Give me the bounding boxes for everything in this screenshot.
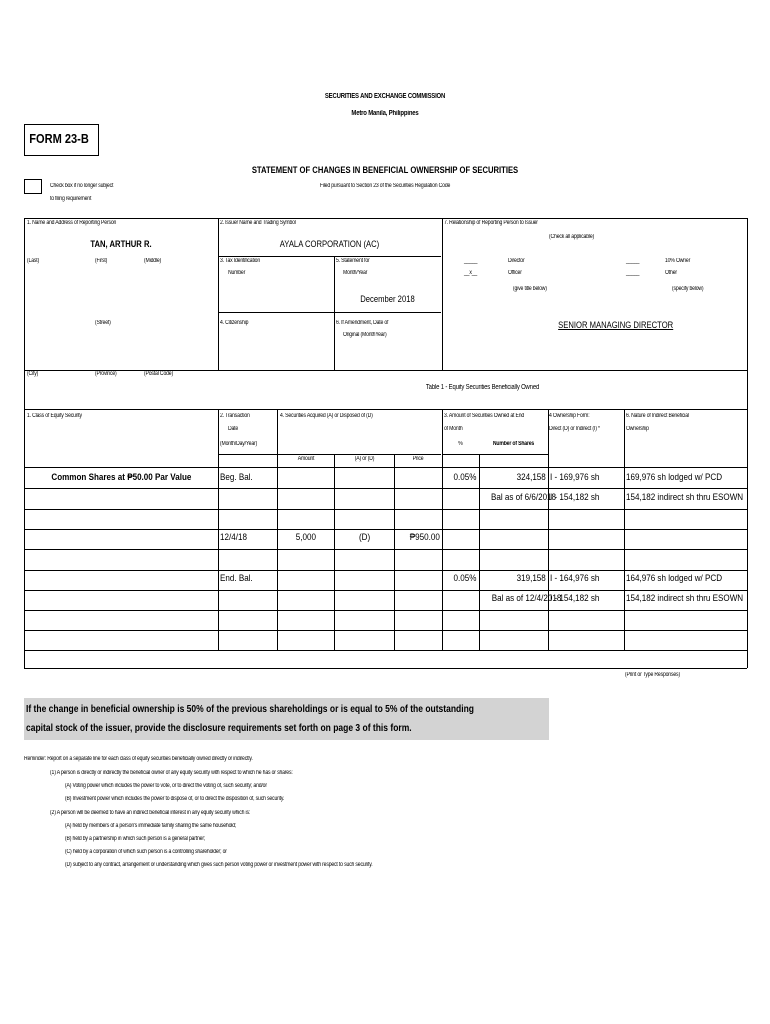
cell-amount-container	[277, 492, 335, 503]
cell-class-container	[24, 613, 218, 624]
owner-label: 10% Owner	[665, 258, 691, 264]
cell-date[interactable]: 12/4/18	[220, 532, 247, 543]
middle-label: (Middle)	[144, 258, 162, 264]
cell-shares-container	[479, 472, 548, 483]
col-date-header-1: 2. Transaction	[220, 413, 250, 419]
cell-ownership-form-container	[550, 633, 624, 644]
cell-date-container	[220, 532, 277, 543]
cell-price-container	[394, 512, 442, 523]
cell-nature-container	[626, 492, 747, 503]
cell-ownership-form-container	[550, 613, 624, 624]
cell-ownership-form-container	[550, 492, 624, 503]
cell-pct-container	[442, 633, 479, 644]
cell-aord-container	[335, 613, 394, 624]
cell-amount-container	[277, 613, 335, 624]
section3-label-2: Number	[228, 270, 246, 276]
issuer-name[interactable]: AYALA CORPORATION (AC)	[279, 239, 380, 249]
filed-pursuant: Filed pursuant to Section 23 of the Securities Regulation Code	[319, 183, 451, 189]
citizenship-label: 4. Citizenship	[220, 320, 249, 326]
cell-nature-container	[626, 593, 747, 604]
cell-amount-container	[277, 633, 335, 644]
cell-aord-container	[335, 633, 394, 644]
officer-mark[interactable]: __x__	[464, 270, 478, 276]
officer-note: (give title below)	[513, 286, 547, 292]
reminder-p1b: (B) Investment power which includes the power to dispose of, or to direct the disposition of, such security.	[65, 796, 285, 802]
reminder-p2d: (D) subject to any contract, arrangement or understanding which gives such person voting power or investment power with respect to such security.	[65, 862, 373, 868]
cell-aord-container	[335, 492, 394, 503]
street-label: (Street)	[95, 320, 111, 326]
col-price-header: Price	[412, 456, 424, 462]
col-nature-header-1: 6. Nature of Indirect Beneficial	[626, 413, 689, 419]
col-class-header: 1. Class of Equity Security	[27, 413, 82, 419]
cell-shares-container	[479, 552, 548, 563]
cell-nature-container	[626, 532, 747, 543]
cell-aord-container	[335, 552, 394, 563]
director-mark[interactable]: _____	[464, 258, 478, 264]
cell-date[interactable]: End. Bal.	[220, 573, 253, 584]
print-note: (Print or Type Responses)	[625, 672, 680, 678]
cell-price[interactable]: ₱950.00	[409, 532, 440, 543]
col-owned-header-2: of Month	[444, 426, 463, 432]
postal-label: (Postal Code)	[144, 371, 173, 377]
cell-shares-container	[479, 633, 548, 644]
cell-ownership-form-container	[550, 593, 624, 604]
cell-ownership-form[interactable]: I - 169,976 sh	[550, 472, 600, 483]
section1-label: 1. Name and Address of Reporting Person	[27, 220, 117, 226]
cell-class-container	[24, 552, 218, 563]
statement-title: STATEMENT OF CHANGES IN BENEFICIAL OWNERSHIP OF SECURITIES	[251, 165, 519, 175]
cell-amount-container	[277, 552, 335, 563]
statement-month-year[interactable]: December 2018	[360, 294, 415, 304]
cell-amount-container	[277, 532, 335, 543]
col-pct-header: %	[458, 441, 463, 447]
cell-pct-container	[442, 472, 479, 483]
section5-label-1: 5. Statement for	[336, 258, 370, 264]
col-owned-header-1: 3. Amount of Securities Owned at End	[444, 413, 525, 419]
cell-pct-container	[442, 573, 479, 584]
cell-ownership-form-container	[550, 532, 624, 543]
cell-shares-container	[479, 613, 548, 624]
cell-class-container	[24, 492, 218, 503]
col-nature-header-2: Ownership	[626, 426, 649, 432]
cell-ownership-form-container	[550, 512, 624, 523]
cell-date[interactable]: Beg. Bal.	[220, 472, 253, 483]
col-shares-header: Number of Shares	[492, 441, 535, 447]
other-note: (specify below)	[672, 286, 704, 292]
section6-label-1: 6. If Amendment, Date of	[336, 320, 389, 326]
cell-shares[interactable]: Bal as of 12/4/2018	[491, 593, 562, 604]
col-amount-header: Amount	[297, 456, 315, 462]
cell-nature-container	[626, 573, 747, 584]
reminder-p1: (1) A person is directly or indirectly the beneficial owner of any equity security with respect to which he has or shares:	[50, 770, 293, 776]
cell-aord[interactable]: (D)	[358, 532, 371, 543]
cell-class-container	[24, 633, 218, 644]
cell-amount-container	[277, 472, 335, 483]
cell-date-container	[220, 472, 277, 483]
reminder-intro: Reminder: Report on a separate line for each class of equity securities beneficially owned directly or indirectly.	[24, 756, 253, 762]
cell-class-container	[24, 512, 218, 523]
city-label: (City)	[27, 371, 39, 377]
section3-label-1: 3. Tax Identification	[220, 258, 261, 264]
owner-mark[interactable]: _____	[626, 258, 640, 264]
cell-shares-container	[479, 532, 548, 543]
cell-class-container	[24, 573, 218, 584]
reminder-p2c: (C) held by a corporation of which such person is a controlling shareholder; or	[65, 849, 227, 855]
cell-nature-container	[626, 512, 747, 523]
notice-line-2: capital stock of the issuer, provide the disclosure requirements set forth on page 3 of this form.	[26, 722, 412, 734]
form-title: FORM 23-B	[29, 131, 89, 146]
cell-shares[interactable]: 324,158	[516, 472, 546, 483]
col-acquired-header: 4. Securities Acquired (A) or Disposed of (D)	[280, 413, 373, 419]
cell-shares-container	[479, 492, 557, 503]
cell-pct-container	[442, 552, 479, 563]
cell-shares[interactable]: 319,158	[516, 573, 546, 584]
cell-pct[interactable]: 0.05%	[453, 472, 477, 483]
section6-label-2: Original (MonthYear)	[343, 332, 387, 338]
cell-pct-container	[442, 613, 479, 624]
other-label: Other	[665, 270, 677, 276]
cell-date-container	[220, 613, 277, 624]
cell-amount-container	[277, 512, 335, 523]
col-form-header-2: Direct (D) or Indirect (I) *	[549, 426, 600, 432]
section7-label: 7. Relationship of Reporting Person to Issuer	[444, 220, 538, 226]
cell-aord-container	[335, 472, 394, 483]
cell-class-container	[24, 532, 218, 543]
cell-shares-container	[479, 593, 562, 604]
col-date-header-3: (Month/Day/Year)	[220, 441, 258, 447]
col-aord-header: (A) or (D)	[354, 456, 375, 462]
cell-pct[interactable]: 0.05%	[453, 573, 477, 584]
col-date-header-2: Date	[228, 426, 239, 432]
cell-pct-container	[442, 532, 479, 543]
reminder-p2a: (A) held by members of a person's immediate family sharing the same household;	[65, 823, 237, 829]
cell-ownership-form-container	[550, 552, 624, 563]
other-mark[interactable]: _____	[626, 270, 640, 276]
cell-class-container	[24, 472, 218, 483]
cell-class[interactable]: Common Shares at ₱50.00 Par Value	[50, 472, 192, 483]
reminder-p2: (2) A person will be deemed to have an indirect beneficial interest in any equity security which is:	[50, 810, 251, 816]
col-form-header-1: 4 Ownership Form:	[549, 413, 590, 419]
cell-nature[interactable]: 154,182 indirect sh thru ESOWN	[626, 492, 744, 503]
last-label: (Last)	[27, 258, 40, 264]
cell-aord-container	[335, 593, 394, 604]
cell-ownership-form[interactable]: I - 164,976 sh	[550, 573, 600, 584]
officer-title[interactable]: SENIOR MANAGING DIRECTOR	[558, 320, 674, 330]
cell-nature-container	[626, 472, 747, 483]
cell-amount[interactable]: 5,000	[295, 532, 317, 543]
cell-shares[interactable]: Bal as of 6/6/2018	[490, 492, 557, 503]
cell-nature-container	[626, 613, 747, 624]
checkbox-label-2: to filing requirement	[50, 196, 92, 202]
checkbox-label-1: Check box if no longer subject	[50, 183, 114, 189]
cell-date-container	[220, 633, 277, 644]
disclosure-notice	[24, 698, 549, 740]
cell-nature-container	[626, 633, 747, 644]
cell-amount-container	[277, 573, 335, 584]
cell-date-container	[220, 492, 277, 503]
form-title-box	[24, 124, 99, 156]
province-label: (Province)	[95, 371, 117, 377]
cell-pct-container	[442, 492, 479, 503]
cell-aord-container	[335, 573, 394, 584]
agency-location: Metro Manila, Philippines	[351, 110, 419, 117]
cell-pct-container	[442, 512, 479, 523]
table1-title: Table 1 - Equity Securities Beneficially Owned	[425, 384, 540, 391]
cell-nature-container	[626, 552, 747, 563]
reminder-p2b: (B) held by a partnership in which such person is a general partner;	[65, 836, 206, 842]
reminder-p1a: (A) Voting power which includes the power to vote, or to direct the voting of, such security; and/or	[65, 783, 267, 789]
cell-class-container	[24, 593, 218, 604]
cell-pct-container	[442, 593, 479, 604]
cell-price-container	[394, 593, 442, 604]
cell-shares-container	[479, 512, 548, 523]
cell-date-container	[220, 552, 277, 563]
cell-nature[interactable]: 169,976 sh lodged w/ PCD	[626, 472, 723, 483]
cell-date-container	[220, 593, 277, 604]
cell-price-container	[394, 552, 442, 563]
check-all-applicable: (Check all applicable)	[549, 234, 595, 240]
cell-ownership-form[interactable]: I - 154,182 sh	[550, 593, 600, 604]
officer-label: Officer	[508, 270, 522, 276]
section5-label-2: Month/Year	[343, 270, 368, 276]
notice-line-1: If the change in beneficial ownership is 50% of the previous shareholdings or is equal to 5% of the outstanding	[26, 703, 475, 715]
director-label: Director	[508, 258, 525, 264]
reporting-person-name[interactable]: TAN, ARTHUR R.	[90, 239, 152, 249]
cell-shares-container	[479, 573, 548, 584]
cell-price-container	[394, 573, 442, 584]
cell-aord-container	[335, 512, 394, 523]
cell-price-container	[394, 532, 442, 543]
cell-price-container	[394, 492, 442, 503]
first-label: (First)	[95, 258, 108, 264]
agency-name: SECURITIES AND EXCHANGE COMMISSION	[324, 93, 446, 100]
section2-label: 2. Issuer Name and Trading Symbol	[220, 220, 296, 226]
cell-ownership-form[interactable]: I - 154,182 sh	[550, 492, 600, 503]
cell-date-container	[220, 512, 277, 523]
cell-price-container	[394, 613, 442, 624]
cell-nature[interactable]: 154,182 indirect sh thru ESOWN	[626, 593, 744, 604]
cell-ownership-form-container	[550, 472, 624, 483]
cell-ownership-form-container	[550, 573, 624, 584]
cell-price-container	[394, 472, 442, 483]
no-longer-subject-checkbox[interactable]	[24, 179, 42, 194]
cell-nature[interactable]: 164,976 sh lodged w/ PCD	[626, 573, 723, 584]
cell-date-container	[220, 573, 277, 584]
cell-amount-container	[277, 593, 335, 604]
cell-aord-container	[335, 532, 394, 543]
cell-price-container	[394, 633, 442, 644]
